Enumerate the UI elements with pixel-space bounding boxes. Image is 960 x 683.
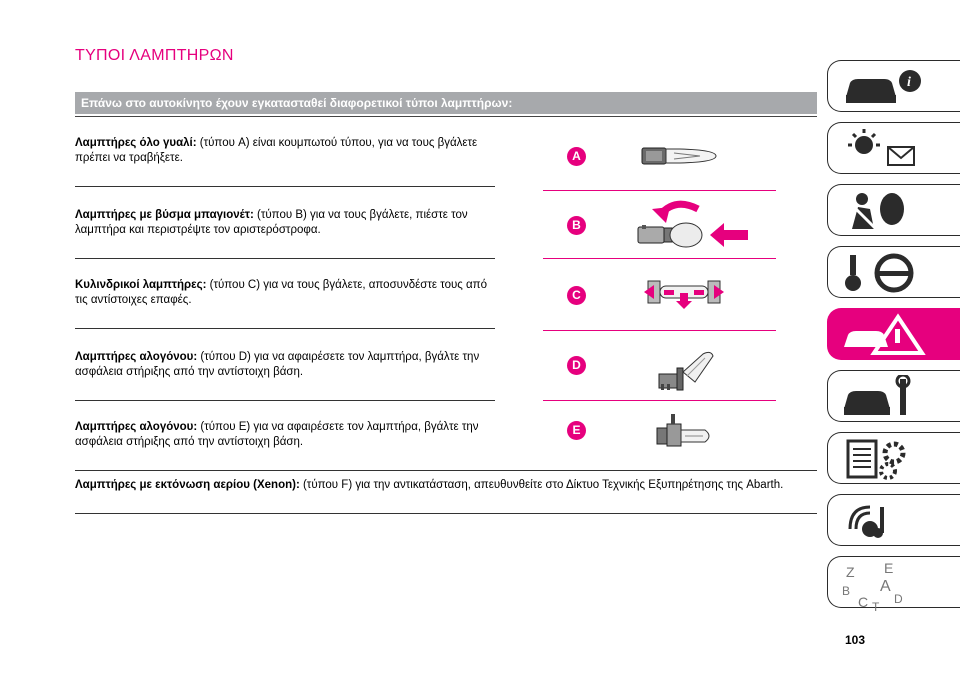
tab-driving[interactable]	[827, 246, 960, 298]
lamp-type-e-description	[75, 420, 495, 450]
divider	[75, 513, 817, 514]
warning-lights-icon	[840, 127, 950, 171]
tab-index[interactable]	[827, 556, 960, 611]
image-divider	[543, 190, 776, 191]
lamp-type-c-heading: Κυλινδρικοί λαμπτήρες:	[75, 279, 207, 291]
lamp-type-c-text: (τύπου C) για να τους βγάλετε, αποσυνδέστε τους από τις αντίστοιχες επαφές.	[75, 279, 487, 306]
lamp-type-d-text: (τύπου D) για να αφαιρέσετε τον λαμπτήρα, βγάλτε την ασφάλεια στήριξης από την αντίστοιχη βάση.	[75, 351, 480, 378]
badge-c: C	[567, 286, 586, 305]
tab-emergency[interactable]	[827, 308, 960, 360]
breakdown-warning-icon	[840, 313, 950, 357]
tab-maintenance[interactable]	[827, 370, 960, 422]
lamp-type-e-text: (τύπου E) για να αφαιρέσετε τον λαμπτήρα, βγάλτε την ασφάλεια στήριξης από την αντίστοιχη βάση.	[75, 421, 479, 448]
badge-b: B	[567, 216, 586, 235]
lamp-type-f-heading: Λαμπτήρες με εκτόνωση αερίου (Xenon):	[75, 479, 300, 491]
divider	[75, 258, 495, 259]
lamp-type-a-image	[640, 140, 720, 172]
divider	[75, 186, 495, 187]
lamp-type-e-image	[655, 410, 715, 458]
lamp-type-d-image	[655, 340, 715, 392]
lamp-type-b-text: (τύπου B) για να τους βγάλετε, πιέστε τον λαμπτήρα και περιστρέψτε τον αριστερόστροφα.	[75, 209, 468, 236]
car-info-icon	[840, 65, 950, 109]
lamp-type-a-heading: Λαμπτήρες όλο γυαλί:	[75, 137, 197, 149]
badge-e: E	[567, 421, 586, 440]
lamp-type-a-text: (τύπου A) είναι κουμπωτού τύπου, για να τους βγάλετε πρέπει να τραβήξετε.	[75, 137, 478, 164]
lamp-type-a-description	[75, 136, 495, 166]
maintenance-icon	[840, 375, 950, 419]
index-letter-d: D	[894, 592, 903, 606]
lamp-type-d-heading: Λαμπτήρες αλογόνου:	[75, 351, 198, 363]
lamp-type-f-description	[75, 478, 815, 493]
index-letter-c: C	[858, 594, 869, 610]
svg-text:i: i	[907, 75, 911, 90]
badge-d: D	[567, 356, 586, 375]
technical-data-icon	[840, 437, 950, 481]
index-icon	[840, 561, 950, 611]
tab-warning-lights[interactable]	[827, 122, 960, 174]
tab-multimedia[interactable]	[827, 494, 960, 546]
lamp-type-c-image	[640, 275, 730, 311]
steering-key-icon	[840, 251, 950, 295]
lamp-type-b-image	[630, 195, 750, 253]
index-letter-b: B	[842, 584, 851, 598]
tab-safety[interactable]	[827, 184, 960, 236]
divider	[75, 116, 817, 117]
divider	[75, 328, 495, 329]
index-letter-e: E	[884, 561, 894, 576]
image-divider	[543, 400, 776, 401]
index-letter-a: A	[880, 578, 891, 595]
tab-car-info[interactable]	[827, 60, 960, 112]
tab-technical-data[interactable]	[827, 432, 960, 484]
section-banner: Επάνω στο αυτοκίνητο έχουν εγκατασταθεί διαφορετικοί τύποι λαμπτήρων:	[75, 92, 817, 114]
lamp-type-f-text: (τύπου F) για την αντικατάσταση, απευθυνθείτε στο Δίκτυο Τεχνικής Εξυπηρέτησης της Abarth.	[299, 479, 784, 491]
divider	[75, 470, 817, 471]
lamp-type-d-description	[75, 350, 495, 380]
divider	[75, 400, 495, 401]
index-letter-t: T	[872, 600, 880, 611]
image-divider	[543, 258, 776, 259]
page-number: 103	[845, 633, 866, 647]
image-divider	[543, 330, 776, 331]
multimedia-icon	[840, 499, 950, 543]
page-title: ΤΥΠΟΙ ΛΑΜΠΤΗΡΩΝ	[75, 47, 234, 64]
badge-a: A	[567, 147, 586, 166]
lamp-type-e-heading: Λαμπτήρες αλογόνου:	[75, 421, 198, 433]
lamp-type-c-description	[75, 278, 495, 308]
lamp-type-b-description	[75, 208, 495, 238]
index-letter-z: Z	[846, 564, 855, 580]
lamp-type-b-heading: Λαμπτήρες με βύσμα μπαγιονέτ:	[75, 209, 254, 221]
safety-airbag-icon	[840, 189, 950, 233]
